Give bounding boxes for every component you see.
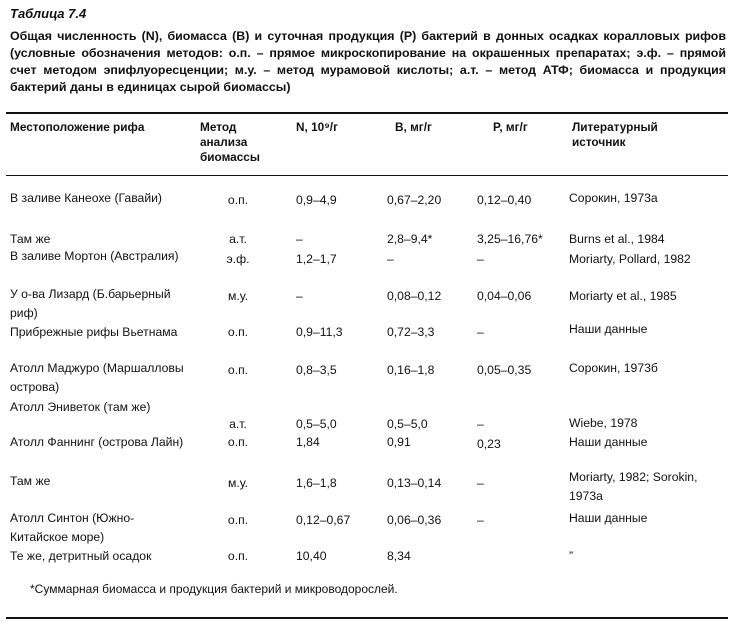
p-cell: –	[477, 513, 484, 527]
p-cell: 0,12–0,40	[477, 193, 532, 207]
n-cell: 0,9–11,3	[296, 325, 343, 339]
b-cell: 0,72–3,3	[387, 325, 435, 339]
location-cell: Атолл Эниветок (там же)	[10, 400, 151, 414]
source-cell: Наши данные	[569, 511, 648, 525]
source-cell: Moriarty, 1982; Sorokin, 1973а	[569, 470, 698, 503]
b-cell: 8,34	[387, 549, 411, 563]
n-cell: –	[296, 232, 303, 246]
p-cell: –	[477, 325, 484, 339]
source-cell: Wiebe, 1978	[569, 416, 638, 430]
b-cell: 0,91	[387, 435, 411, 449]
source-cell: Сорокин, 1973б	[569, 361, 658, 375]
location-cell: Там же	[10, 232, 51, 246]
method-cell: о.п.	[227, 513, 249, 527]
header-b: B, мг/г	[395, 120, 432, 134]
b-cell: 2,8–9,4*	[387, 232, 433, 246]
location-cell: В заливе Канеохе (Гавайи)	[10, 191, 162, 205]
table-caption: Общая численность (N), биомасса (B) и суточная продукция (P) бактерий в донных осадках коралловых рифов (условные обозначения методов: о.п. – прямое микроскопирование на окрашенных препаратах; э.ф. – прямой счет методом эпифлуоресценции; м.у. – метод мурамовой кислоты; а.т. – метод АТФ; биомасса и продукция бактерий даны в единицах сырой биомассы)	[10, 29, 726, 94]
n-cell: 0,8–3,5	[296, 363, 337, 377]
p-cell: 0,23	[477, 437, 501, 451]
method-cell: о.п.	[227, 325, 249, 339]
b-cell: 0,06–0,36	[387, 513, 442, 527]
header-rule	[6, 175, 728, 176]
header-n: N, 10⁹/г	[296, 120, 338, 134]
location-cell: Те же, детритный осадок	[10, 549, 152, 563]
p-cell: 0,05–0,35	[477, 363, 532, 377]
n-cell: –	[296, 289, 303, 303]
location-cell: Атолл Фаннинг (острова Лайн)	[10, 435, 184, 449]
b-cell: 0,08–0,12	[387, 289, 442, 303]
n-cell: 1,2–1,7	[296, 252, 337, 266]
p-cell: 0,04–0,06	[477, 289, 532, 303]
method-cell: м.у.	[227, 289, 249, 303]
location-cell: Атолл Маджуро (Маршалловы острова)	[10, 361, 184, 394]
method-cell: о.п.	[227, 549, 249, 563]
method-cell: о.п.	[227, 435, 249, 449]
header-method: Метод анализа биомассы	[200, 120, 260, 164]
b-cell: 0,16–1,8	[387, 363, 435, 377]
header-location: Местоположение рифа	[10, 120, 145, 134]
method-cell: о.п.	[227, 363, 249, 377]
header-ref: Литературный источник	[572, 120, 658, 149]
method-cell: а.т.	[229, 417, 247, 431]
n-cell: 10,40	[296, 549, 327, 563]
b-cell: 0,67–2,20	[387, 193, 442, 207]
method-cell: о.п.	[227, 193, 249, 207]
method-cell: м.у.	[227, 476, 249, 490]
source-cell: Наши данные	[569, 322, 648, 336]
b-cell: 0,13–0,14	[387, 476, 442, 490]
location-cell: У о-ва Лизард (Б.барьерный риф)	[10, 287, 171, 320]
source-cell: Moriarty et al., 1985	[569, 289, 677, 303]
top-rule	[6, 112, 728, 114]
n-cell: 0,5–5,0	[296, 417, 337, 431]
p-cell: –	[477, 252, 484, 266]
n-cell: 1,84	[296, 435, 320, 449]
header-p: P, мг/г	[493, 120, 528, 134]
source-cell: Moriarty, Pollard, 1982	[569, 252, 691, 266]
b-cell: 0,5–5,0	[387, 417, 428, 431]
p-cell: –	[477, 476, 484, 490]
n-cell: 0,9–4,9	[296, 193, 337, 207]
n-cell: 1,6–1,8	[296, 476, 337, 490]
p-cell: 3,25–16,76*	[477, 232, 543, 246]
method-cell: э.ф.	[226, 252, 250, 266]
table-number: Таблица 7.4	[10, 6, 87, 21]
source-cell: Burns et al., 1984	[569, 232, 665, 246]
location-cell: Прибрежные рифы Вьетнама	[10, 325, 178, 339]
footnote: *Суммарная биомасса и продукция бактерий и микроводорослей.	[30, 582, 398, 596]
source-cell: ”	[569, 549, 574, 563]
bottom-rule	[6, 617, 728, 619]
p-cell: –	[477, 417, 484, 431]
b-cell: –	[387, 252, 394, 266]
location-cell: Атолл Синтон (Южно-Китайское море)	[10, 511, 135, 544]
source-cell: Сорокин, 1973а	[569, 191, 658, 205]
n-cell: 0,12–0,67	[296, 513, 351, 527]
method-cell: а.т.	[229, 232, 247, 246]
location-cell: В заливе Мортон (Австралия)	[10, 249, 179, 263]
source-cell: Наши данные	[569, 435, 648, 449]
location-cell: Там же	[10, 474, 51, 488]
